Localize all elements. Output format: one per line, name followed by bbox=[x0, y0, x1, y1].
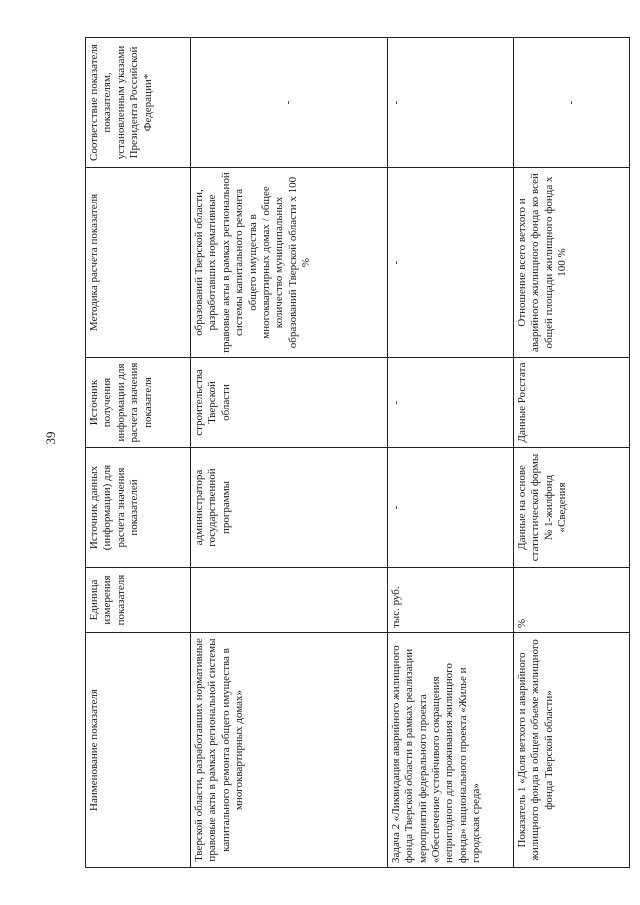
row-info-source: - bbox=[387, 358, 513, 448]
header-compliance: Соответствие показателя показателям, установленным указами Президента Российской Федерации* bbox=[86, 38, 191, 168]
table-header-row bbox=[86, 38, 191, 868]
header-method: Методика расчета показателя bbox=[86, 168, 191, 358]
header-data-source: Источник данных (информации) для расчета значения показателей bbox=[86, 448, 191, 568]
row-unit bbox=[191, 568, 388, 633]
row-method: - bbox=[387, 168, 513, 358]
table-row bbox=[191, 38, 388, 868]
rotated-table-container bbox=[85, 38, 630, 868]
table-row bbox=[387, 38, 513, 868]
header-info-source: Источник получения информации для расчета значения показателя bbox=[86, 358, 191, 448]
row-method: Отношение всего ветхого и аварийного жилищного фонда ко всей общей площади жилищного фонда х 100 % bbox=[513, 168, 629, 358]
row-data-source: администратора государственной программы bbox=[191, 448, 388, 568]
row-compliance: - bbox=[513, 38, 629, 168]
row-compliance: - bbox=[387, 38, 513, 168]
row-indicator-name: Показатель 1 «Доля ветхого и аварийного жилищного фонда в общем объеме жилищного фонда Тверской области» bbox=[513, 633, 629, 868]
row-data-source: - bbox=[387, 448, 513, 568]
row-indicator-name: Тверской области, разработавших нормативные правовые акты в рамках региональной системы капитального ремонта общего имущества в многоквартирных домах» bbox=[191, 633, 388, 868]
header-unit: Единица измерения показателя bbox=[86, 568, 191, 633]
row-unit: тыс. руб. bbox=[387, 568, 513, 633]
indicators-table bbox=[85, 37, 630, 868]
row-data-source: Данные на основе статистической формы № 1-жилфонд «Сведения bbox=[513, 448, 629, 568]
row-indicator-name: Задача 2 «Ликвидация аварийного жилищного фонда Тверской области в рамках реализации мероприятий федерального проекта «Обеспечение устойчивого сокращения непригодного для проживания жилищного фонда» национального проекта «Жилье и городская среда» bbox=[387, 633, 513, 868]
header-indicator-name: Наименование показателя bbox=[86, 633, 191, 868]
row-info-source: Данные Росстата bbox=[513, 358, 629, 448]
row-method: образований Тверской области, разработавших нормативные правовые акты в рамках региональной системы капитального ремонта общего имущества в многоквартирных домах / общее количество муниципальных образований Тверской области х 100 % bbox=[191, 168, 388, 358]
table-row bbox=[513, 38, 629, 868]
row-compliance: - bbox=[191, 38, 388, 168]
page-number: 39 bbox=[43, 431, 58, 445]
row-info-source: строительства Тверской области bbox=[191, 358, 388, 448]
row-unit: % bbox=[513, 568, 629, 633]
